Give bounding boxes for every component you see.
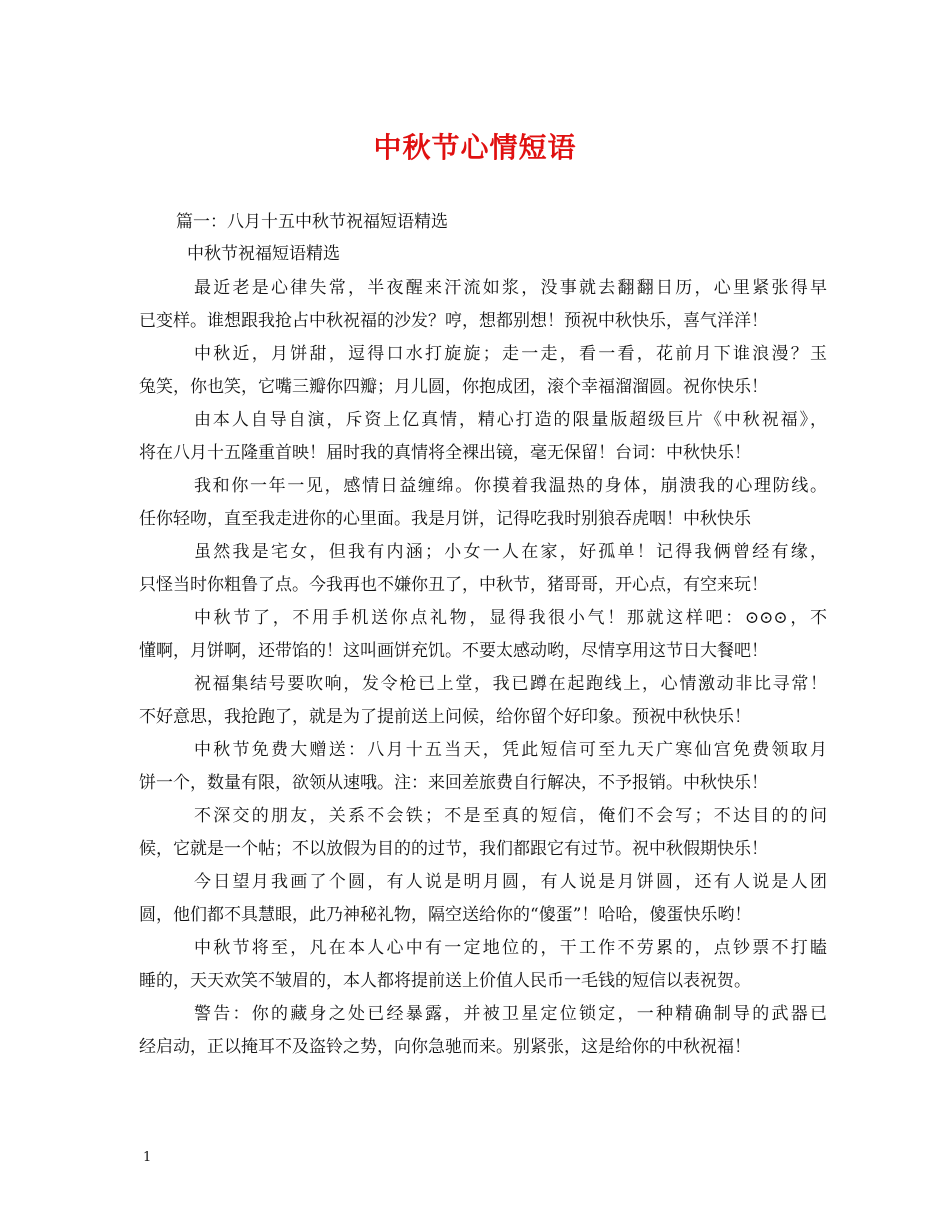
paragraph-line: 兔笑，你也笑，它嘴三瓣你四瓣；月儿圆，你抱成团，滚个幸福溜溜圆。祝你快乐！ [139,377,768,397]
paragraph [139,932,827,998]
paragraph-line: 今日望月我画了个圆，有人说是明月圆，有人说是月饼圆，还有人说是人团 [194,872,827,892]
paragraph-line: 任你轻吻，直至我走进你的心里面。我是月饼，记得吃我时别狼吞虎咽！中秋快乐 [139,509,751,529]
paragraph-line: 我和你一年一见，感情日益缠绵。你摸着我温热的身体，崩溃我的心理防线。 [194,476,827,496]
paragraph [139,470,827,536]
paragraph-line: 最近老是心律失常，半夜醒来汗流如浆，没事就去翻翻日历，心里紧张得早 [194,278,827,298]
paragraph-line: 警告：你的藏身之处已经暴露，并被卫星定位锁定，一种精确制导的武器已 [194,1004,827,1024]
paragraph [139,998,827,1064]
page-number: 1 [143,1150,152,1165]
paragraph [139,800,827,866]
document-title: 中秋节心情短语 [373,131,577,164]
paragraph-line: 中秋节了，不用手机送你点礼物，显得我很小气！那就这样吧：⊙⊙⊙，不 [194,608,827,628]
paragraph-line: 不深交的朋友，关系不会铁；不是至真的短信，俺们不会写；不达目的的问 [194,806,827,826]
paragraph-line: 睡的，天天欢笑不皱眉的，本人都将提前送上价值人民币一毛钱的短信以表祝贺。 [139,971,751,991]
paragraph-line: 中秋近，月饼甜，逗得口水打旋旋；走一走，看一看，花前月下谁浪漫？玉 [194,344,827,364]
paragraph [139,734,827,800]
paragraph-line: 虽然我是宅女，但我有内涵；小女一人在家，好孤单！记得我俩曾经有缘， [194,542,827,562]
paragraph-line: 中秋节将至，凡在本人心中有一定地位的，干工作不劳累的，点钞票不打瞌 [194,938,827,958]
subheading: 中秋节祝福短语精选 [187,244,340,264]
paragraph-line: 将在八月十五隆重首映！届时我的真情将全裸出镜，毫无保留！台词：中秋快乐！ [139,443,751,463]
section-heading: 篇一：八月十五中秋节祝福短语精选 [176,212,448,232]
paragraph-line: 候，它就是一个帖；不以放假为目的的过节，我们都跟它有过节。祝中秋假期快乐！ [139,839,768,859]
paragraph [139,866,827,932]
body-text [139,272,827,1064]
paragraph-line: 已变样。谁想跟我抢占中秋祝福的沙发？哼，想都别想！预祝中秋快乐，喜气洋洋！ [139,311,768,331]
paragraph-line: 经启动，正以掩耳不及盗铃之势，向你急驰而来。别紧张，这是给你的中秋祝福！ [139,1037,751,1057]
paragraph [139,536,827,602]
paragraph-line: 懂啊，月饼啊，还带馅的！这叫画饼充饥。不要太感动哟，尽情享用这节日大餐吧！ [139,641,768,661]
paragraph [139,272,827,338]
paragraph [139,602,827,668]
paragraph-line: 由本人自导自演，斥资上亿真情，精心打造的限量版超级巨片《中秋祝福》， [194,410,827,430]
paragraph-line: 不好意思，我抢跑了，就是为了提前送上问候，给你留个好印象。预祝中秋快乐！ [139,707,751,727]
paragraph-line: 饼一个，数量有限，欲领从速哦。注：来回差旅费自行解决，不予报销。中秋快乐！ [139,773,768,793]
paragraph-line: 中秋节免费大赠送：八月十五当天，凭此短信可至九天广寒仙宫免费领取月 [194,740,827,760]
paragraph [139,338,827,404]
paragraph-line: 圆，他们都不具慧眼，此乃神秘礼物，隔空送给你的“傻蛋”！哈哈，傻蛋快乐哟！ [139,905,752,925]
paragraph [139,668,827,734]
paragraph [139,404,827,470]
paragraph-line: 只怪当时你粗鲁了点。今我再也不嫌你丑了，中秋节，猪哥哥，开心点，有空来玩！ [139,575,768,595]
paragraph-line: 祝福集结号要吹响，发令枪已上堂，我已蹲在起跑线上，心情激动非比寻常！ [194,674,827,694]
